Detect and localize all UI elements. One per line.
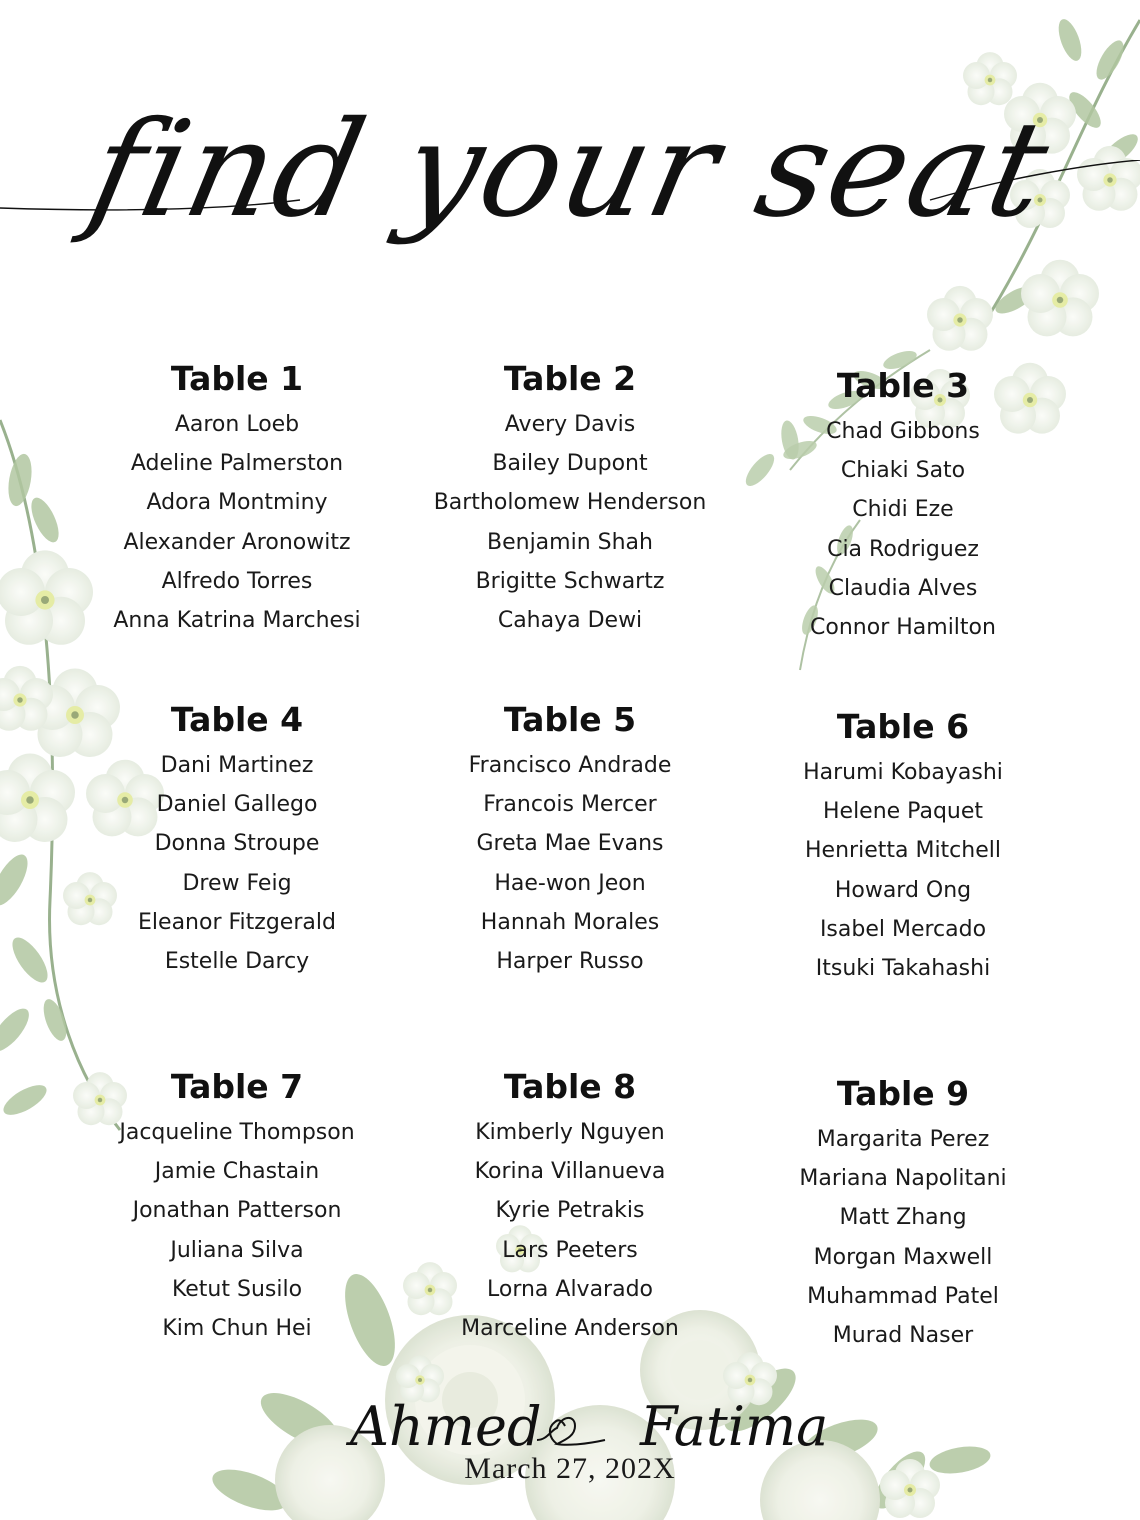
guest-name: Donna Stroupe xyxy=(154,831,320,857)
table-title: Table 1 xyxy=(170,359,304,398)
guest-name: Alexander Aronowitz xyxy=(123,529,351,555)
table-card xyxy=(405,698,735,981)
guest-name: Francisco Andrade xyxy=(468,753,672,778)
table-card xyxy=(405,1065,735,1348)
page-title: find your seat xyxy=(77,93,1063,247)
table-card xyxy=(738,364,1068,647)
guest-name: Connor Hamilton xyxy=(810,615,996,641)
table-title: Table 4 xyxy=(170,700,304,739)
guest-name: Estelle Darcy xyxy=(164,949,310,975)
guest-name: Kim Chun Hei xyxy=(162,1316,312,1342)
guest-name: Morgan Maxwell xyxy=(813,1244,993,1270)
couple-name-first: Ahmed xyxy=(350,1395,542,1458)
guest-name: Chidi Eze xyxy=(852,497,954,523)
heart-icon xyxy=(527,1400,607,1456)
guest-name: Juliana Silva xyxy=(170,1237,304,1263)
guest-name: Henrietta Mitchell xyxy=(805,838,1001,864)
guest-name: Cia Rodriguez xyxy=(827,536,979,562)
table-card xyxy=(72,1065,402,1348)
guest-name: Brigitte Schwartz xyxy=(475,568,665,594)
guest-name: Marceline Anderson xyxy=(461,1316,679,1342)
table-card xyxy=(72,698,402,981)
table-title: Table 3 xyxy=(836,366,970,405)
guest-name: Jonathan Patterson xyxy=(132,1198,342,1224)
guest-name: Lorna Alvarado xyxy=(486,1276,654,1302)
guest-name: Itsuki Takahashi xyxy=(815,956,991,982)
guest-name: Kimberly Nguyen xyxy=(475,1120,665,1145)
table-card xyxy=(405,357,735,640)
guest-name: Kyrie Petrakis xyxy=(495,1198,645,1224)
guest-name: Jacqueline Thompson xyxy=(119,1120,355,1145)
guest-name: Lars Peeters xyxy=(502,1237,638,1263)
guest-name: Matt Zhang xyxy=(839,1205,967,1231)
table-title: Table 8 xyxy=(503,1067,637,1106)
table-title: Table 6 xyxy=(836,707,970,746)
guest-name: Hae-won Jeon xyxy=(494,870,646,896)
couple-name-second: Fatima xyxy=(640,1395,829,1458)
guest-name: Muhammad Patel xyxy=(807,1283,999,1309)
guest-name: Dani Martinez xyxy=(160,753,314,778)
guest-name: Claudia Alves xyxy=(828,575,978,601)
guest-name: Harper Russo xyxy=(496,949,644,975)
guest-name: Bailey Dupont xyxy=(492,451,648,477)
guest-name: Chad Gibbons xyxy=(826,419,980,444)
guest-name: Aaron Loeb xyxy=(174,412,300,437)
guest-name: Anna Katrina Marchesi xyxy=(113,608,361,634)
guest-name: Greta Mae Evans xyxy=(476,831,664,857)
guest-name: Avery Davis xyxy=(504,412,636,437)
guest-name: Benjamin Shah xyxy=(487,529,653,555)
guest-name: Drew Feig xyxy=(182,870,292,896)
guest-name: Alfredo Torres xyxy=(161,568,313,594)
guest-name: Isabel Mercado xyxy=(819,916,987,942)
table-title: Table 5 xyxy=(503,700,637,739)
guest-name: Adeline Palmerston xyxy=(130,451,344,477)
guest-name: Jamie Chastain xyxy=(154,1159,320,1185)
guest-name: Howard Ong xyxy=(834,877,972,903)
guest-name: Mariana Napolitani xyxy=(799,1166,1007,1192)
table-card xyxy=(738,705,1068,988)
table-card xyxy=(738,1072,1068,1355)
guest-name: Ketut Susilo xyxy=(171,1276,303,1302)
guest-name: Eleanor Fitzgerald xyxy=(138,909,336,935)
guest-name: Bartholomew Henderson xyxy=(433,490,707,516)
guest-name: Harumi Kobayashi xyxy=(803,760,1003,785)
guest-name: Francois Mercer xyxy=(483,792,657,818)
table-card xyxy=(72,357,402,640)
guest-name: Helene Paquet xyxy=(822,799,984,825)
guest-name: Adora Montminy xyxy=(146,490,328,516)
guest-name: Murad Naser xyxy=(832,1323,974,1349)
guest-name: Chiaki Sato xyxy=(840,458,966,484)
table-title: Table 9 xyxy=(836,1074,970,1113)
table-title: Table 2 xyxy=(503,359,637,398)
guest-name: Hannah Morales xyxy=(480,909,660,935)
guest-name: Daniel Gallego xyxy=(156,792,318,818)
guest-name: Margarita Perez xyxy=(816,1127,990,1152)
guest-name: Korina Villanueva xyxy=(474,1159,666,1185)
guest-name: Cahaya Dewi xyxy=(497,608,643,634)
table-title: Table 7 xyxy=(170,1067,304,1106)
event-date: March 27, 202X xyxy=(464,1452,676,1485)
